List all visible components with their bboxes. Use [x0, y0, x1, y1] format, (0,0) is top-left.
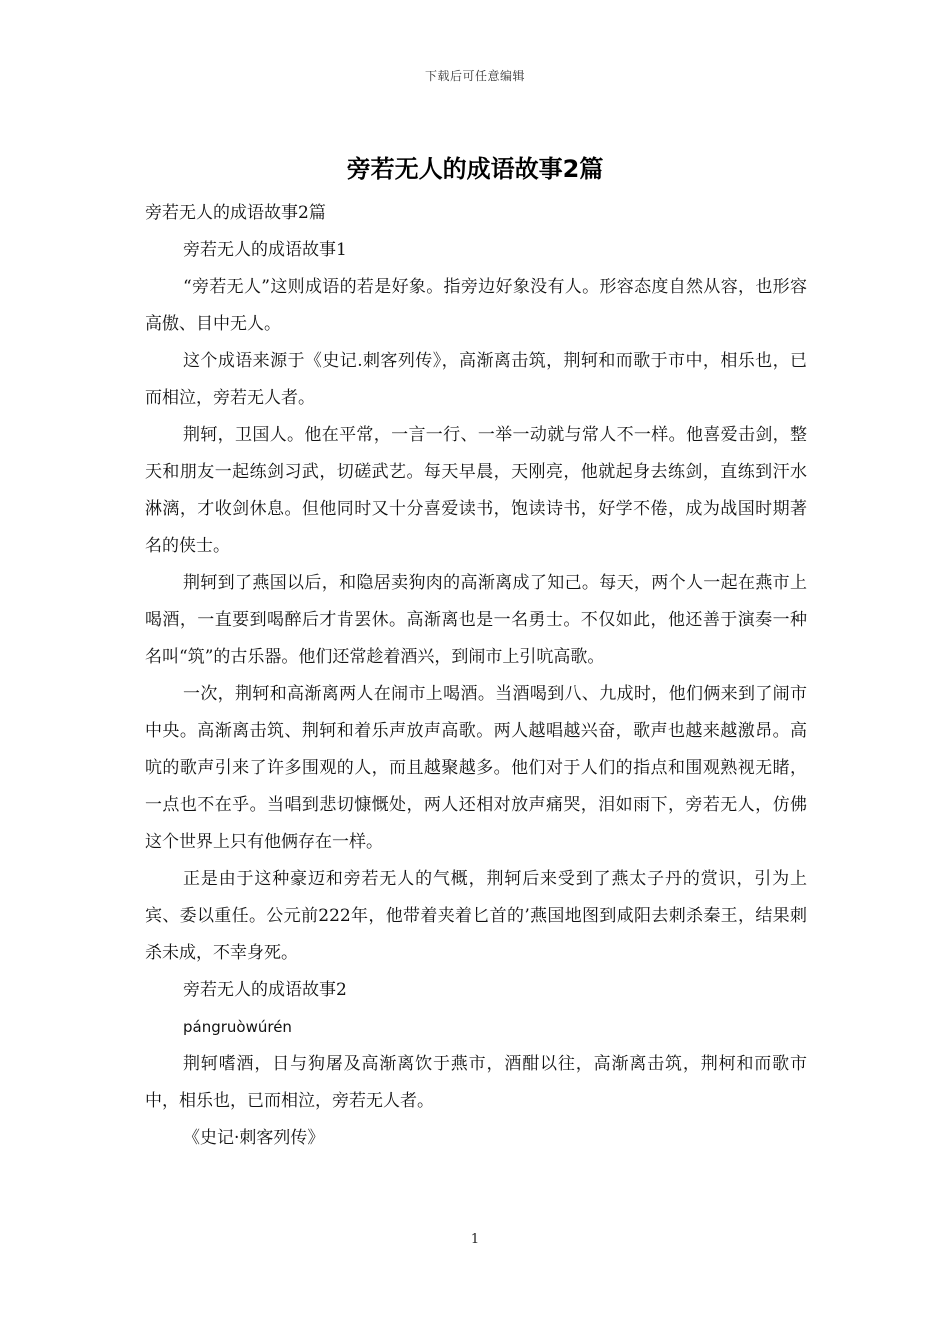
- story1-paragraph: 正是由于这种豪迈和旁若无人的气概，荆轲后来受到了燕太子丹的赏识，引为上宾、委以重任。公元前222年，他带着夹着匕首的’燕国地图到咸阳去刺杀秦王，结果刺杀未成，不幸身死。: [145, 869, 807, 963]
- document-title: 旁若无人的成语故事2篇: [346, 155, 604, 183]
- story1-paragraph: “旁若无人”这则成语的若是好象。指旁边好象没有人。形容态度自然从容，也形容高傲、目中无人。: [145, 277, 807, 334]
- story1-paragraph: 这个成语来源于《史记.刺客列传》，高渐离击筑，荆轲和而歌于市中，相乐也，已而相泣，旁若无人者。: [145, 351, 807, 408]
- document-body: [145, 195, 807, 1157]
- document-subtitle: 旁若无人的成语故事2篇: [145, 203, 326, 223]
- story1-heading: 旁若无人的成语故事1: [183, 240, 347, 260]
- story2-pinyin: pángruòwúrén: [183, 1018, 292, 1036]
- story1-paragraph: 荆轲，卫国人。他在平常，一言一行、一举一动就与常人不一样。他喜爱击剑，整天和朋友一起练剑习武，切磋武艺。每天早晨，天刚亮，他就起身去练剑，直练到汗水淋漓，才收剑休息。但他同时又十分喜爱读书，饱读诗书，好学不倦，成为战国时期著名的侠士。: [145, 425, 807, 556]
- page-header-note: 下载后可任意编辑: [424, 69, 525, 83]
- story1-paragraph: 一次，荆轲和高渐离两人在闹市上喝酒。当酒喝到八、九成时，他们俩来到了闹市中央。高渐离击筑、荆轲和着乐声放声高歌。两人越唱越兴奋，歌声也越来越激昂。高吭的歌声引来了许多围观的人，而且越聚越多。他们对于人们的指点和围观熟视无睹，一点也不在乎。当唱到悲切慷慨处，两人还相对放声痛哭，泪如雨下，旁若无人，仿佛这个世界上只有他俩存在一样。: [145, 684, 807, 852]
- page-number: 1: [470, 1232, 480, 1247]
- story2-source: 《史记·刺客列传》: [183, 1128, 325, 1148]
- story1-paragraph: 荆轲到了燕国以后，和隐居卖狗肉的高渐离成了知己。每天，两个人一起在燕市上喝酒，一直要到喝醉后才肯罢休。高渐离也是一名勇士。不仅如此，他还善于演奏一种名叫“筑”的古乐器。他们还常趁着酒兴，到闹市上引吭高歌。: [145, 573, 807, 667]
- story2-heading: 旁若无人的成语故事2: [183, 980, 347, 1000]
- story2-paragraph: 荆轲嗜酒，日与狗屠及高渐离饮于燕市，酒酣以往，高渐离击筑，荆柯和而歌市中，相乐也，已而相泣，旁若无人者。: [145, 1054, 807, 1111]
